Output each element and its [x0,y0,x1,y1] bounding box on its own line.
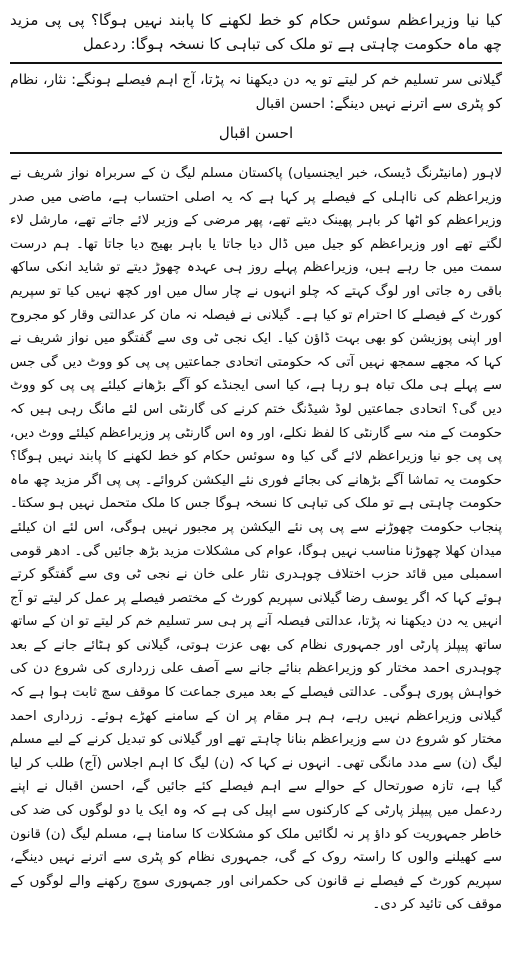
headline: کیا نیا وزیراعظم سوئس حکام کو خط لکھنے کا پابند نہیں ہوگا؟ پی پی مزید چھ ماہ حکومت چاہتی ہے تو ملک کی تباہی کا نسخہ ہوگا: ردعمل [10,11,502,53]
subheadline: گیلانی سر تسلیم خم کر لیتے تو یہ دن دیکھنا نہ پڑتا، آج اہم فیصلے ہونگے: نثار، نظام کو پٹری سے اترنے نہیں دینگے: احسن اقبال [10,72,502,112]
byline: احسن اقبال [218,124,294,142]
article-body [10,162,502,917]
deck [10,62,502,154]
body-paragraph: لاہور (مانیٹرنگ ڈیسک، خبر ایجنسیاں) پاکستان مسلم لیگ ن کے سربراہ نواز شریف نے وزیراعظم کی نااہلی کے فیصلے پر کہا ہے کہ یہ اصلی احتساب ہے، ماضی میں صدر وزیراعظم کو اٹھا کر باہر پھینک دیتے تھے، پھر مرضی کے وزیر لائے جاتے تھے، مارشل لاء لگتے تھے اور وزیراعظم کو جیل میں ڈال دیا جاتا یا باہر بھیج دیا جاتا تھا۔ ہم درست سمت میں جا رہے ہیں، وزیراعظم پہلے روز ہی عہدہ چھوڑ دیتے تو شاید انکی ساکھ باقی رہ جاتی اور لوگ کہتے کہ چلو انہوں نے چار سال میں اور کچھ نہیں کیا تو سپریم کورٹ کے فیصلے کا احترام تو کیا ہے۔ گیلانی نے فیصلہ نہ مان کر عدالتی وقار کو مجروح اور اپنی پوزیشن کو بھی بہت ڈاؤن کیا۔ ایک نجی ٹی وی سے گفتگو میں نواز شریف نے کہا کہ مجھے سمجھ نہیں آتی کہ حکومتی اتحادی جماعتیں پی پی کو ووٹ دیں گی جس سے پہلے ہی ملک تباہ ہو رہا ہے، کیا اسی ایجنڈے کو آگے بڑھانے کیلئے پی پی کو ووٹ دیں گی؟ اتحادی جماعتیں لوڈ شیڈنگ ختم کرنے کی گارنٹی اس لئے مانگ رہی ہیں کہ حکومت کے منہ سے گارنٹی کا لفظ نکلے، اور وہ اس گارنٹی پر وزیراعظم کیلئے ووٹ دیں، پی پی جو نیا وزیراعظم لائے گی کیا وہ سوئس حکام کو خط لکھنے کا پابند نہیں ہوگا؟ حکومت یہ تماشا آگے بڑھانے کی بجائے فوری نئے الیکشن کروائے۔ پی پی اگر مزید چھ ماہ حکومت چاہتی ہے تو ملک کی تباہی کا نسخہ ہوگا جس کا ملک متحمل نہیں ہو سکتا۔ پنجاب حکومت چھوڑنے سے پی پی نئے الیکشن پر مجبور نہیں ہوگی، اس لئے ان کیلئے میدان کھلا چھوڑنا مناسب نہیں ہوگا، عوام کی مشکلات مزید بڑھ جائیں گی۔ ادھر قومی اسمبلی میں قائد حزب اختلاف چوہدری نثار علی خان نے نجی ٹی وی سے گفتگو کرتے ہوئے کہا کہ اگر یوسف رضا گیلانی سپریم کورٹ کے مختصر فیصلے پر عمل کر لیتے تو آج انہیں یہ دن دیکھنا نہ پڑتا، عدالتی فیصلہ آنے پر ہی سر تسلیم خم کر لیتے تو ان کے ساتھ ساتھ پیپلز پارٹی اور جمہوری نظام کی بھی عزت ہوتی، گیلانی کو ہٹائے جانے کے بعد چوہدری احمد مختار کو وزیراعظم بنائے جانے سے آصف علی زرداری کی شروع دن کی خواہش پوری ہوگی۔ عدالتی فیصلے کے بعد میری جماعت کا موقف سچ ثابت ہوا ہے کہ گیلانی وزیراعظم نہیں رہے، ہم ہر مقام پر ان کے سامنے کھڑے ہوئے۔ زرداری احمد مختار کو شروع دن سے وزیراعظم بنانا چاہتے تھے اور گیلانی کو تبدیل کرنے کے لیے مسلم لیگ (ن) سے مدد مانگی تھی۔ انہوں نے کہا کہ (ن) لیگ کا اہم اجلاس (آج) طلب کر لیا گیا ہے، تازہ صورتحال کے حوالے سے اہم فیصلے کئے جائیں گے، احسن اقبال نے اپنے ردعمل میں پیپلز پارٹی کے کارکنوں سے اپیل کی ہے کہ وہ ایک یا دو لوگوں کی ضد کی خاطر جمہوریت کو داؤ پر نہ لگائیں ملک کو مشکلات کا سامنا ہے، مسلم لیگ (ن) قانون سے کھیلنے والوں کا راستہ روک کے گی، جمہوری نظام کو پٹری سے اترنے نہیں دینگے، سپریم کورٹ کے فیصلے نے قانون کی حکمرانی اور جمہوری سوچ رکھنے والے لوگوں کے موقف کی تائید کر دی۔ [10,166,502,913]
